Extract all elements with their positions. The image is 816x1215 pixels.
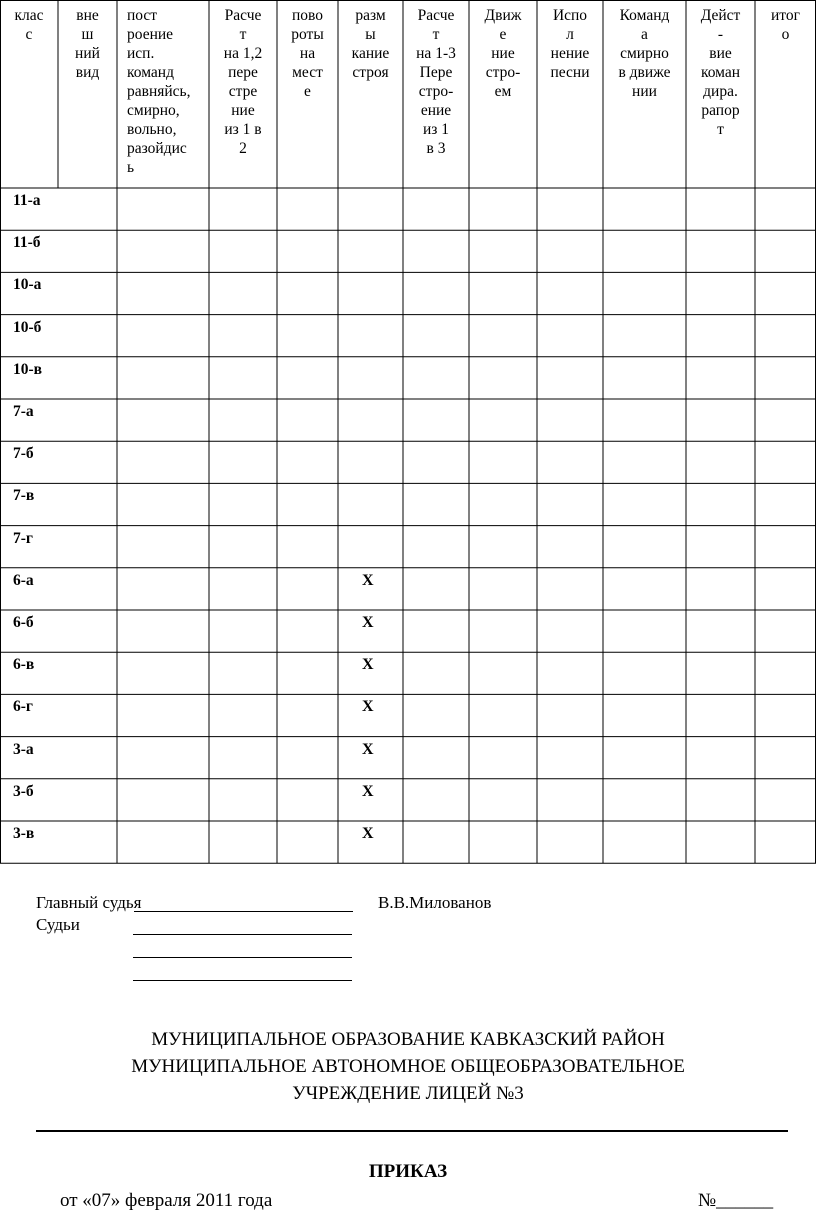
- table-header-line: Расче: [224, 7, 262, 24]
- table-header-line: вид: [75, 64, 100, 81]
- class-label: 6-а: [13, 571, 34, 589]
- table-header-line: разм: [355, 7, 386, 24]
- municipality-title: МУНИЦИПАЛЬНОЕ ОБРАЗОВАНИЕ КАВКАЗСКИЙ РАЙОН: [151, 1029, 665, 1050]
- class-label: 10-в: [13, 360, 43, 378]
- table-header-line: песни: [550, 64, 590, 81]
- class-label: 7-г: [13, 529, 33, 547]
- judge-signature-line-3: [133, 980, 352, 981]
- table-header-line: строя: [352, 64, 389, 81]
- class-label: 3-а: [13, 740, 34, 758]
- table-header-cell: [688, 6, 753, 139]
- table-header-line: пере: [228, 64, 258, 81]
- table-header-line: из 1: [422, 121, 450, 138]
- class-label: 6-г: [13, 698, 33, 716]
- table-header-line: -: [717, 26, 724, 43]
- table-header-line: итог: [771, 7, 800, 24]
- table-header-line: т: [239, 26, 247, 43]
- table-header-line: вне: [76, 7, 99, 24]
- table-header-line: разойдис: [127, 140, 187, 157]
- table-header-line: ние: [491, 45, 515, 62]
- table-header-cell: [605, 6, 684, 101]
- class-label: 6-б: [13, 614, 34, 631]
- table-header-line: Испо: [552, 7, 588, 24]
- table-header-line: равняйсь,: [127, 83, 191, 100]
- table-header-line: роты: [291, 26, 324, 43]
- chief-judge-label: Главный судья: [36, 893, 142, 912]
- table-header-line: т: [432, 26, 440, 43]
- institution-title-line2: УЧРЕЖДЕНИЕ ЛИЦЕЙ №3: [292, 1083, 524, 1104]
- table-header-line: коман: [700, 64, 741, 81]
- table-header-cell: [60, 6, 115, 82]
- table-header-line: Расче: [417, 7, 455, 24]
- table-header-cell: [471, 6, 535, 101]
- table-header-line: 2: [239, 140, 247, 157]
- table-header-line: нение: [550, 45, 590, 62]
- table-header-line: ы: [365, 26, 376, 43]
- excluded-mark: Х: [362, 614, 374, 631]
- table-header-line: нии: [632, 83, 657, 100]
- table-header-line: на 1-3: [416, 45, 456, 62]
- table-header-cell: [127, 6, 207, 177]
- excluded-mark: Х: [362, 698, 374, 716]
- table-header-line: пост: [127, 7, 158, 24]
- class-label: 10-б: [13, 318, 42, 336]
- table-header-line: е: [499, 26, 507, 43]
- table-header-line: т: [717, 121, 724, 138]
- class-label: 7-в: [13, 487, 35, 505]
- table-header-line: роение: [127, 26, 174, 43]
- table-header-line: ем: [494, 83, 512, 100]
- table-header-line: стро-: [485, 64, 521, 81]
- excluded-mark: Х: [362, 825, 374, 842]
- order-title: ПРИКАЗ: [368, 1161, 448, 1182]
- table-header-line: Пере: [419, 64, 453, 81]
- class-label: 11-а: [13, 192, 41, 209]
- table-header-line: мест: [292, 64, 323, 81]
- table-header-cell: [2, 6, 56, 44]
- table-header-line: ний: [75, 45, 100, 62]
- class-label: 7-б: [13, 445, 34, 463]
- class-label: 7-а: [13, 403, 34, 420]
- table-header-line: вольно,: [127, 121, 177, 138]
- table-header-cell: [211, 6, 275, 158]
- chief-judge-name: В.В.Милованов: [378, 893, 492, 912]
- table-header-line: смирно: [620, 45, 669, 62]
- judges-label: Судьи: [36, 915, 80, 934]
- table-header-line: ние: [231, 102, 255, 119]
- table-header-line: из 1 в: [224, 121, 262, 138]
- table-header-line: Движ: [484, 7, 522, 24]
- table-header-line: клас: [14, 7, 44, 24]
- table-header-line: Команд: [619, 7, 670, 24]
- table-header-line: ш: [81, 26, 94, 43]
- table-header-line: а: [641, 26, 648, 43]
- judge-signature-line-1: [133, 934, 352, 935]
- institution-title-line1: МУНИЦИПАЛЬНОЕ АВТОНОМНОЕ ОБЩЕОБРАЗОВАТЕЛЬНОЕ: [131, 1056, 685, 1077]
- table-header-cell: [539, 6, 601, 82]
- class-label: 6-в: [13, 656, 35, 674]
- class-label: 3-б: [13, 782, 34, 800]
- table-header-line: о: [781, 26, 790, 43]
- judge-signature-line-2: [133, 957, 352, 958]
- table-header-line: вие: [709, 45, 732, 62]
- table-header-line: команд: [127, 64, 174, 81]
- table-header-line: стре: [228, 83, 258, 100]
- table-header-cell: [405, 6, 467, 158]
- table-header-line: кание: [351, 45, 390, 62]
- order-date: от «07» февраля 2011 года: [60, 1190, 273, 1211]
- class-label: 11-б: [13, 234, 41, 252]
- chief-judge-signature-line: [134, 911, 353, 912]
- table-header-cell: [279, 6, 336, 101]
- table-header-line: на 1,2: [223, 45, 263, 62]
- table-header-line: рапор: [701, 102, 740, 119]
- table-header-line: е: [304, 83, 311, 100]
- class-label: 3-в: [13, 825, 35, 842]
- table-header-line: пово: [291, 7, 323, 24]
- table-header-line: стро-: [418, 83, 454, 100]
- excluded-mark: Х: [362, 571, 374, 589]
- excluded-mark: Х: [362, 656, 374, 674]
- table-header-line: Дейст: [700, 7, 741, 24]
- table-header-line: исп.: [127, 45, 155, 62]
- table-header-line: ение: [420, 102, 452, 119]
- table-header-line: ь: [127, 159, 135, 176]
- table-header-cell: [757, 6, 814, 44]
- class-label: 10-а: [13, 276, 42, 294]
- excluded-mark: Х: [362, 740, 374, 758]
- table-header-line: л: [566, 26, 574, 43]
- table-header-line: в 3: [426, 140, 446, 157]
- table-header-cell: [340, 6, 401, 82]
- table-header-line: дира.: [703, 83, 738, 100]
- excluded-mark: Х: [362, 782, 374, 800]
- table-header-line: в движе: [618, 64, 671, 81]
- table-header-line: смирно,: [127, 102, 180, 119]
- table-header-line: на: [299, 45, 316, 62]
- order-number: №______: [698, 1190, 774, 1211]
- header-rule: [36, 1130, 788, 1132]
- table-header-line: с: [25, 26, 33, 43]
